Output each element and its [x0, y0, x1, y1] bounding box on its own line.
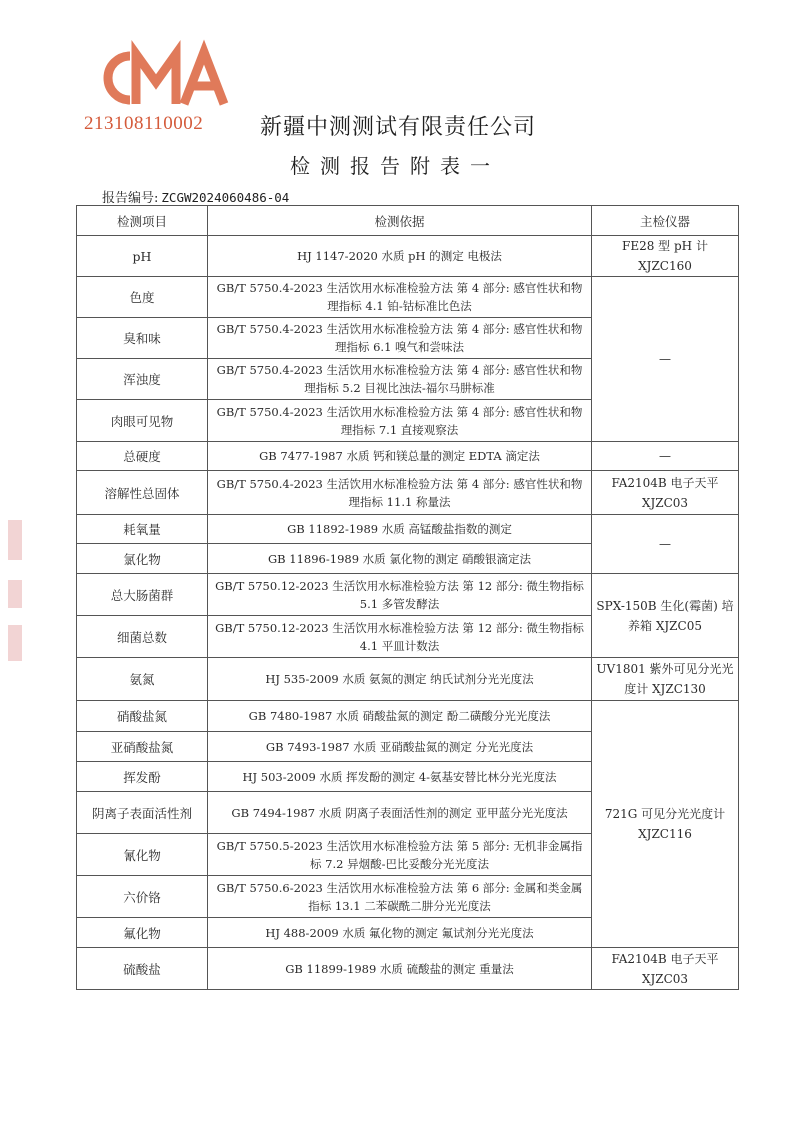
document-title: 检测报告附表一 [290, 154, 500, 178]
instrument: UV1801 紫外可见分光光度计 XJZC130 [592, 658, 739, 701]
test-basis: GB 7477-1987 水质 钙和镁总量的测定 EDTA 滴定法 [208, 442, 592, 471]
test-item: 阴离子表面活性剂 [77, 792, 208, 834]
table-header-row [77, 206, 739, 236]
table-row [77, 471, 739, 515]
instrument: — [592, 442, 739, 471]
seal-mark [8, 520, 22, 560]
test-item: 肉眼可见物 [77, 400, 208, 442]
table-row [77, 574, 739, 616]
table-row [77, 701, 739, 732]
test-item: 挥发酚 [77, 762, 208, 792]
test-item: 色度 [77, 277, 208, 318]
test-item: 总硬度 [77, 442, 208, 471]
test-basis: GB/T 5750.12-2023 生活饮用水标准检验方法 第 12 部分: 微生物指标 4.1 平皿计数法 [208, 616, 592, 658]
table-row [77, 277, 739, 318]
test-basis: GB/T 5750.12-2023 生活饮用水标准检验方法 第 12 部分: 微生物指标 5.1 多管发酵法 [208, 574, 592, 616]
test-item: 氨氮 [77, 658, 208, 701]
instrument: FE28 型 pH 计 XJZC160 [592, 236, 739, 277]
test-item: 硫酸盐 [77, 948, 208, 990]
test-basis: GB/T 5750.6-2023 生活饮用水标准检验方法 第 6 部分: 金属和类金属指标 13.1 二苯碳酰二肼分光光度法 [208, 876, 592, 918]
test-item: 亚硝酸盐氮 [77, 732, 208, 762]
test-basis: GB 7480-1987 水质 硝酸盐氮的测定 酚二磺酸分光光度法 [208, 701, 592, 732]
instrument: FA2104B 电子天平 XJZC03 [592, 471, 739, 515]
test-item: 细菌总数 [77, 616, 208, 658]
instrument: — [592, 515, 739, 574]
test-item: 硝酸盐氮 [77, 701, 208, 732]
test-item: 六价铬 [77, 876, 208, 918]
instrument: 721G 可见分光光度计 XJZC116 [592, 701, 739, 948]
test-basis: GB/T 5750.4-2023 生活饮用水标准检验方法 第 4 部分: 感官性状和物理指标 7.1 直接观察法 [208, 400, 592, 442]
report-number [102, 187, 289, 206]
test-basis: GB 11899-1989 水质 硫酸盐的测定 重量法 [208, 948, 592, 990]
test-item: 氯化物 [77, 544, 208, 574]
test-item: 总大肠菌群 [77, 574, 208, 616]
test-item: pH [77, 236, 208, 277]
seal-mark [8, 625, 22, 661]
test-basis: HJ 535-2009 水质 氨氮的测定 纳氏试剂分光光度法 [208, 658, 592, 701]
column-header: 主检仪器 [592, 206, 739, 236]
test-item: 溶解性总固体 [77, 471, 208, 515]
test-item: 浑浊度 [77, 359, 208, 400]
test-basis: GB/T 5750.4-2023 生活饮用水标准检验方法 第 4 部分: 感官性状和物理指标 6.1 嗅气和尝味法 [208, 318, 592, 359]
table-row [77, 658, 739, 701]
test-basis: GB/T 5750.5-2023 生活饮用水标准检验方法 第 5 部分: 无机非金属指标 7.2 异烟酸-巴比妥酸分光光度法 [208, 834, 592, 876]
seal-mark [8, 580, 22, 608]
test-item: 耗氧量 [77, 515, 208, 544]
table-row [77, 442, 739, 471]
test-basis: GB/T 5750.4-2023 生活饮用水标准检验方法 第 4 部分: 感官性状和物理指标 11.1 称量法 [208, 471, 592, 515]
column-header: 检测项目 [77, 206, 208, 236]
test-basis: GB 7493-1987 水质 亚硝酸盐氮的测定 分光光度法 [208, 732, 592, 762]
test-item: 臭和味 [77, 318, 208, 359]
test-basis: HJ 503-2009 水质 挥发酚的测定 4-氨基安替比林分光光度法 [208, 762, 592, 792]
test-basis: GB/T 5750.4-2023 生活饮用水标准检验方法 第 4 部分: 感官性状和物理指标 5.2 目视比浊法-福尔马肼标准 [208, 359, 592, 400]
test-basis: GB 11896-1989 水质 氯化物的测定 硝酸银滴定法 [208, 544, 592, 574]
cma-logo [96, 38, 236, 118]
instrument: FA2104B 电子天平 XJZC03 [592, 948, 739, 990]
test-basis: GB 7494-1987 水质 阴离子表面活性剂的测定 亚甲蓝分光光度法 [208, 792, 592, 834]
test-item: 氰化物 [77, 834, 208, 876]
table-row [77, 236, 739, 277]
company-name: 新疆中测测试有限责任公司 [260, 115, 537, 140]
test-basis-table [76, 205, 739, 990]
instrument: SPX-150B 生化(霉菌) 培养箱 XJZC05 [592, 574, 739, 658]
test-basis: HJ 488-2009 水质 氟化物的测定 氟试剂分光光度法 [208, 918, 592, 948]
table-row [77, 948, 739, 990]
table-row [77, 515, 739, 544]
test-item: 氟化物 [77, 918, 208, 948]
report-number-value: ZCGW2024060486-04 [161, 190, 290, 205]
test-basis: GB/T 5750.4-2023 生活饮用水标准检验方法 第 4 部分: 感官性状和物理指标 4.1 铂-钴标准比色法 [208, 277, 592, 318]
instrument: — [592, 277, 739, 442]
test-basis: HJ 1147-2020 水质 pH 的测定 电极法 [208, 236, 592, 277]
cma-code: 213108110002 [84, 113, 204, 134]
report-number-label: 报告编号: [102, 191, 159, 206]
column-header: 检测依据 [208, 206, 592, 236]
test-basis: GB 11892-1989 水质 高锰酸盐指数的测定 [208, 515, 592, 544]
